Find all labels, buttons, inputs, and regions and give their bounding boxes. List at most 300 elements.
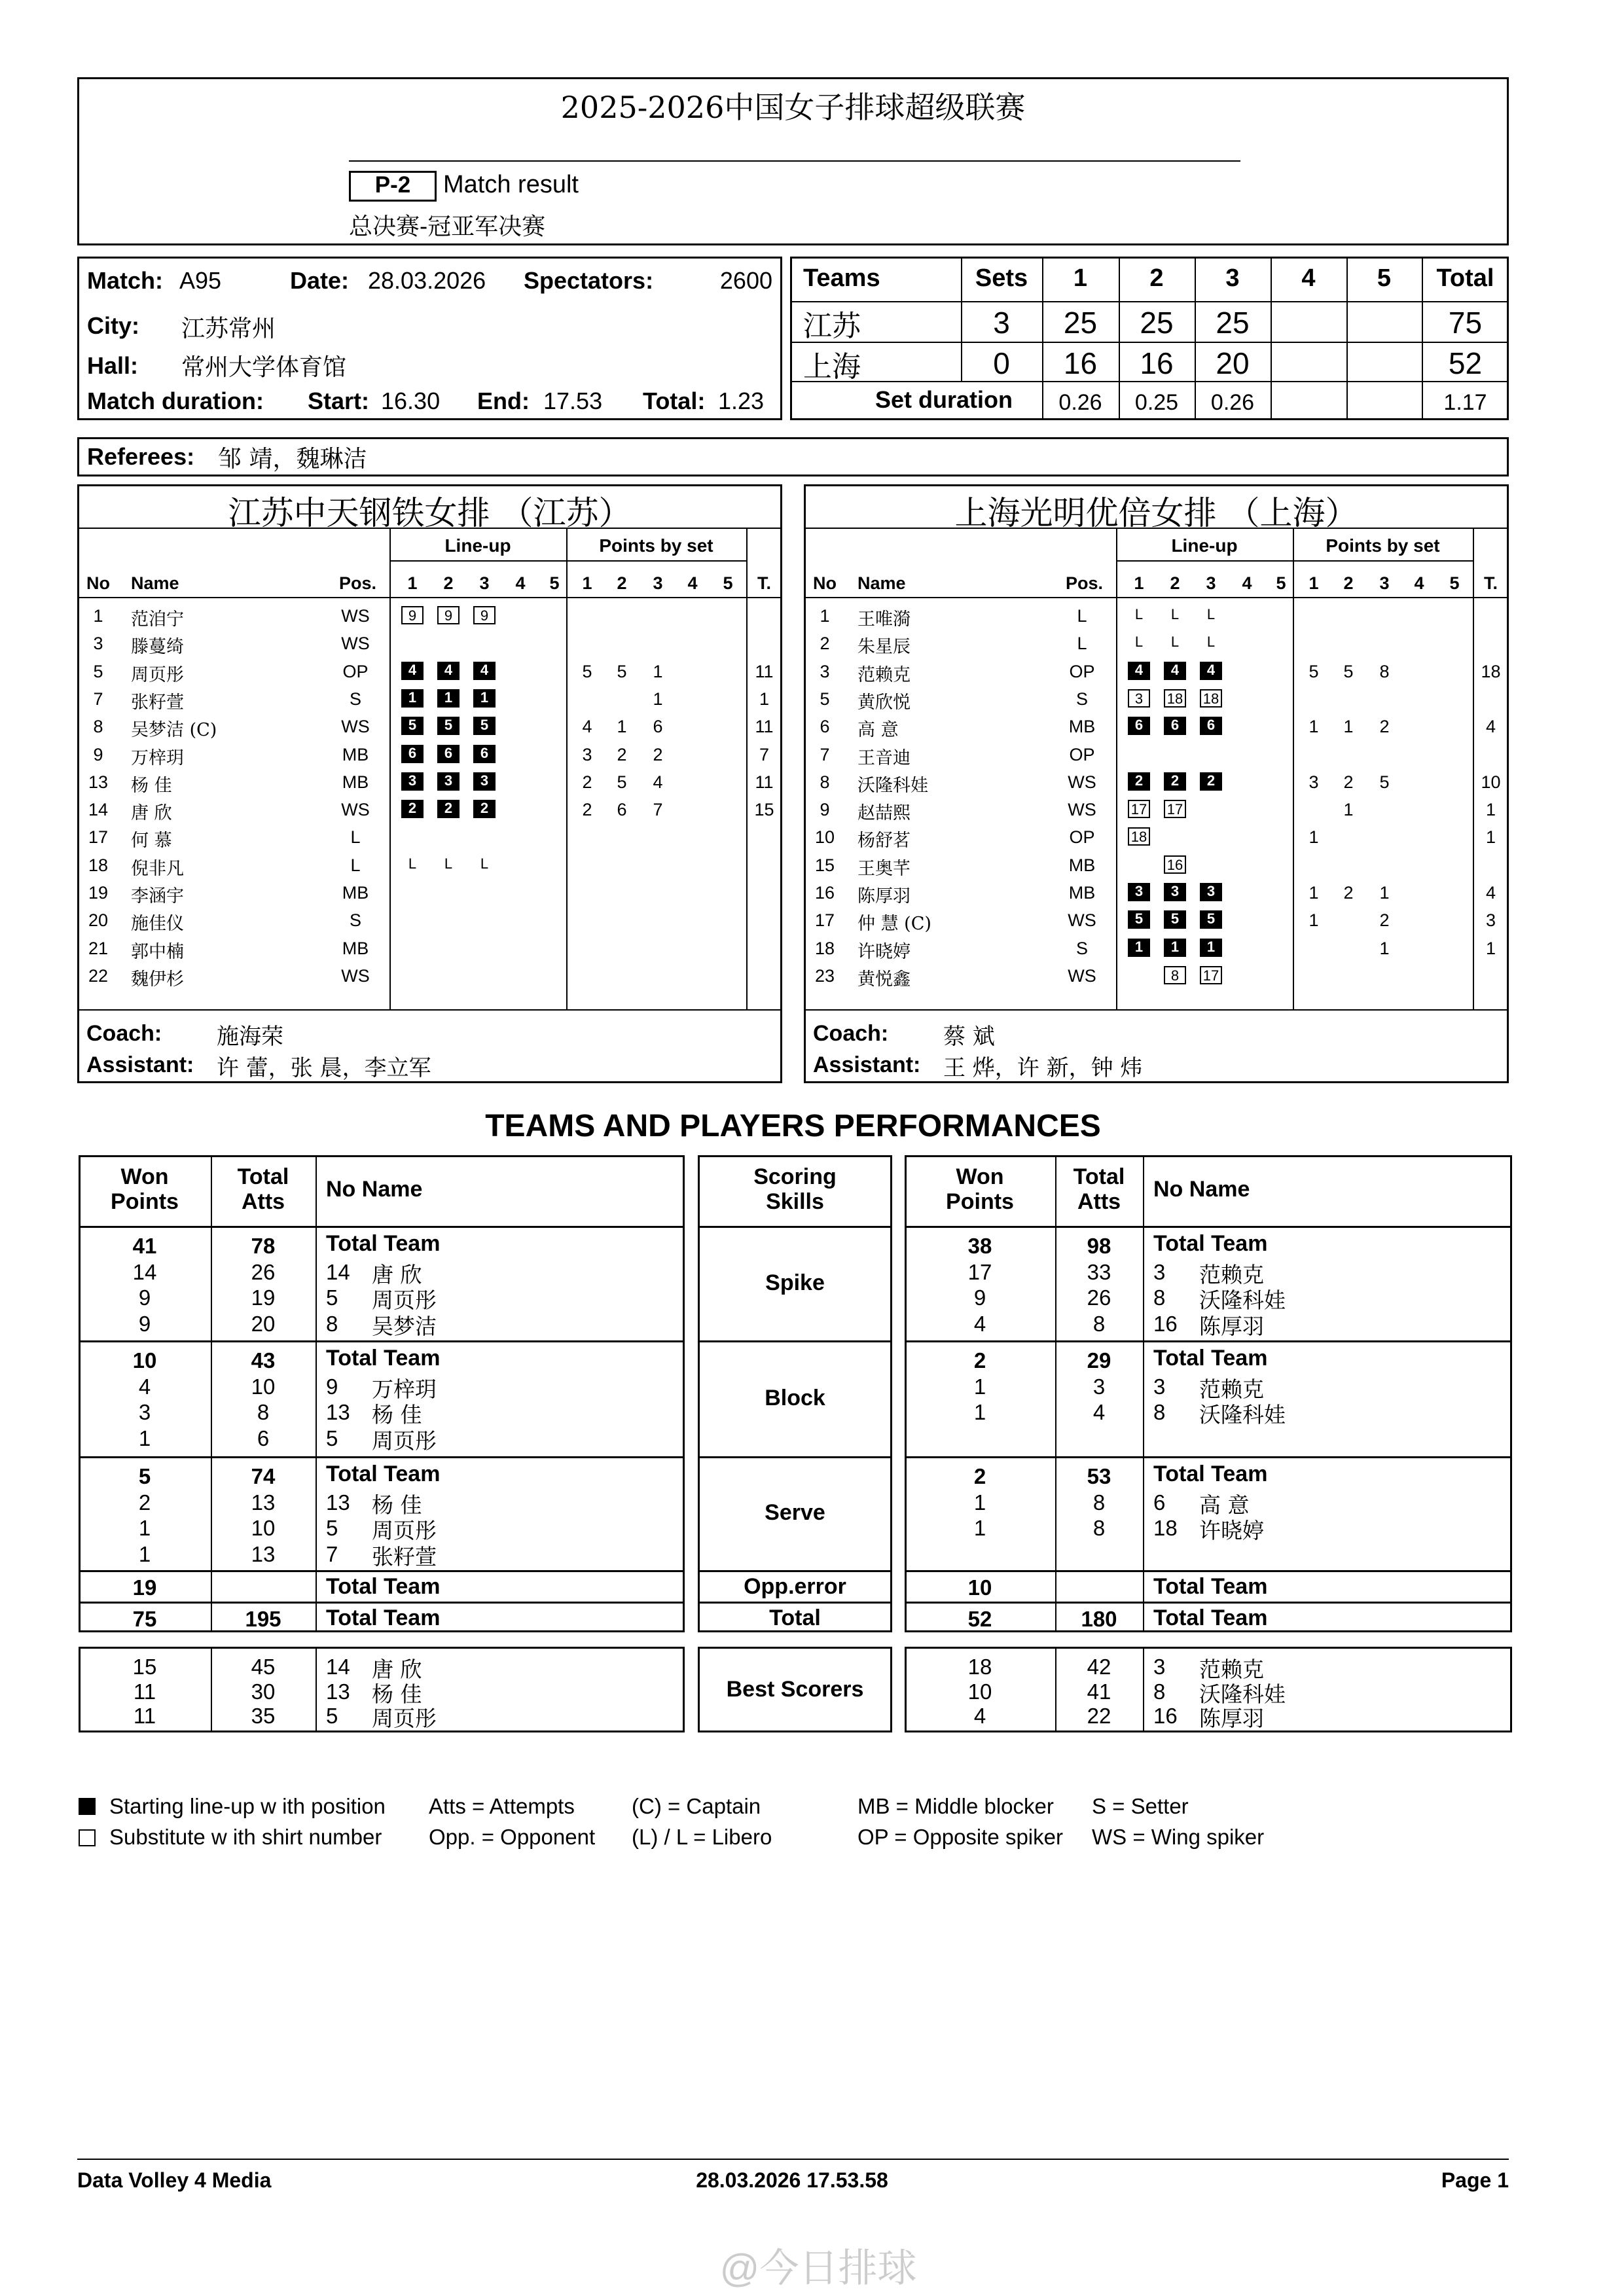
player-name: 陈厚羽 — [1199, 1706, 1264, 1731]
set-points: 5 — [582, 661, 592, 681]
set-points: 1 — [617, 717, 627, 737]
city: 江苏常州 — [181, 315, 276, 342]
perf-row-line — [698, 1570, 892, 1572]
atts-value: 8 — [1092, 1311, 1106, 1336]
total-team-label: Total Team — [326, 1574, 441, 1599]
won-header: Points — [111, 1189, 179, 1214]
spectators-count: 2600 — [719, 267, 772, 294]
coach-label: Coach: — [86, 1021, 162, 1046]
player-total: 4 — [1485, 717, 1496, 737]
player-name: 范洎宁 — [131, 609, 184, 630]
set-points: 3 — [1308, 772, 1319, 792]
player-name: 杨 佳 — [372, 1492, 422, 1518]
player-total: 1 — [759, 689, 770, 709]
won-value: 4 — [973, 1311, 986, 1336]
doc-code: P-2 — [374, 172, 411, 198]
legend-libero: (L) / L = Libero — [632, 1825, 772, 1849]
won-value: 52 — [967, 1607, 992, 1631]
lineup-set-header: 2 — [1170, 573, 1180, 593]
lineup-set-header: 1 — [407, 573, 418, 593]
lineup-marker: 3 — [401, 772, 424, 791]
player-name: 周页彤 — [372, 1427, 437, 1454]
lineup-set-header: 2 — [443, 573, 454, 593]
skill-name: Block — [765, 1385, 825, 1410]
pos-header: Pos. — [1066, 573, 1104, 593]
player-name: 范赖克 — [1199, 1376, 1264, 1402]
player-name: 王唯漪 — [857, 609, 911, 630]
lineup-marker: 2 — [401, 800, 424, 818]
player-no: 3 — [1153, 1374, 1166, 1399]
won-value: 3 — [138, 1400, 151, 1424]
set-points: 3 — [582, 744, 592, 764]
player-pos: WS — [341, 606, 370, 626]
date-label: Date: — [290, 267, 350, 294]
atts-header: Total — [1073, 1164, 1125, 1189]
player-name: 杨舒茗 — [857, 831, 911, 852]
roster-header-line — [804, 597, 1509, 598]
player-name: 倪非凡 — [131, 858, 184, 879]
won-value: 11 — [133, 1704, 156, 1728]
points-set-header: 2 — [1343, 573, 1354, 593]
lineup-marker: 18 — [1164, 689, 1186, 708]
score-header: 2 — [1149, 264, 1164, 292]
atts-value: 33 — [1087, 1259, 1111, 1284]
set-points: 1 — [653, 661, 663, 681]
player-name: 黄悦鑫 — [857, 969, 911, 990]
score-cell: 52 — [1448, 346, 1483, 380]
won-value: 11 — [133, 1679, 156, 1704]
player-name: 许晓婷 — [857, 941, 911, 962]
set-points: 5 — [617, 661, 627, 681]
doc-type: Match result — [443, 171, 579, 198]
roster-title-line — [804, 528, 1509, 529]
atts-header: Total — [237, 1164, 289, 1189]
player-no: 17 — [814, 910, 835, 931]
atts-value: 30 — [251, 1679, 276, 1704]
player-total: 11 — [755, 717, 774, 737]
player-pos: WS — [1068, 800, 1096, 820]
atts-value: 29 — [1087, 1348, 1111, 1372]
won-value: 19 — [132, 1575, 157, 1600]
player-name: 范赖克 — [857, 664, 911, 685]
player-no: 8 — [1153, 1285, 1166, 1310]
player-name: 何 慕 — [131, 831, 172, 852]
won-value: 41 — [132, 1234, 157, 1258]
coach-label: Coach: — [813, 1021, 889, 1046]
lineup-marker: L — [1134, 634, 1144, 651]
player-no: 5 — [820, 689, 830, 709]
legend-mb: MB = Middle blocker — [857, 1794, 1054, 1818]
player-name: 张籽萱 — [372, 1543, 437, 1570]
score-cell: 16 — [1063, 346, 1098, 380]
set-points: 1 — [1343, 800, 1354, 820]
player-no: 13 — [88, 772, 109, 792]
lineup-marker: L — [480, 855, 489, 872]
total-team-label: Total Team — [1153, 1231, 1268, 1256]
lineup-marker: 9 — [437, 606, 460, 624]
player-no: 16 — [1153, 1311, 1178, 1336]
assistant-label: Assistant: — [813, 1052, 921, 1077]
player-no: 3 — [820, 661, 830, 681]
points-set-header: 5 — [1449, 573, 1460, 593]
won-value: 10 — [132, 1348, 157, 1372]
atts-value: 4 — [1092, 1400, 1106, 1424]
player-no: 14 — [326, 1655, 350, 1679]
legend-sub: Substitute w ith shirt number — [109, 1825, 382, 1849]
legend-op: OP = Opposite spiker — [857, 1825, 1063, 1849]
lineup-marker: 4 — [473, 662, 496, 680]
won-value: 2 — [138, 1490, 151, 1515]
player-no: 18 — [814, 938, 835, 958]
won-value: 1 — [973, 1374, 986, 1399]
player-no: 3 — [93, 634, 103, 654]
lineup-marker: 6 — [401, 745, 424, 763]
lineup-marker: 5 — [437, 717, 460, 735]
player-no: 1 — [93, 606, 103, 626]
lineup-marker: 6 — [1200, 717, 1222, 735]
lineup-marker: L — [444, 855, 453, 872]
lineup-marker: 17 — [1128, 800, 1150, 818]
lineup-header: Line-up — [1171, 535, 1238, 556]
lineup-set-header: 4 — [515, 573, 526, 593]
perf-row-line — [79, 1226, 685, 1228]
set-duration-label: Set duration — [875, 386, 1013, 413]
skill-name: Spike — [765, 1270, 825, 1295]
lineup-marker: 5 — [1128, 910, 1150, 929]
points-set-header: 1 — [582, 573, 592, 593]
perf-row-line — [79, 1456, 685, 1458]
won-value: 5 — [138, 1464, 151, 1488]
lineup-marker: 2 — [1200, 772, 1222, 791]
lineup-marker: 16 — [1164, 855, 1186, 874]
won-value: 2 — [973, 1464, 986, 1488]
player-name: 唐 欣 — [372, 1261, 422, 1287]
score-cell: 3 — [993, 306, 1010, 340]
atts-value: 13 — [251, 1490, 276, 1515]
match-stage: 总决赛-冠亚军决赛 — [349, 213, 546, 240]
atts-value: 13 — [251, 1541, 276, 1566]
footer-left: Data Volley 4 Media — [77, 2168, 272, 2192]
player-no: 5 — [326, 1516, 338, 1540]
player-no: 19 — [88, 883, 109, 903]
player-no: 6 — [820, 717, 830, 737]
player-no: 13 — [326, 1490, 350, 1515]
city-label: City: — [87, 312, 139, 339]
perf-row-line — [905, 1340, 1512, 1342]
player-name: 唐 欣 — [372, 1657, 422, 1682]
set-points: 2 — [1379, 717, 1390, 737]
score-header: 3 — [1225, 264, 1240, 292]
player-name: 张籽萱 — [131, 692, 184, 713]
performances-title: TEAMS AND PLAYERS PERFORMANCES — [485, 1109, 1101, 1143]
lineup-marker: 1 — [473, 689, 496, 708]
player-name: 高 意 — [857, 720, 899, 741]
coach-name: 蔡 斌 — [943, 1024, 995, 1050]
set-points: 2 — [1343, 883, 1354, 903]
lineup-marker: 3 — [1164, 883, 1186, 901]
roster-title-line — [77, 528, 782, 529]
total-header: T. — [1483, 573, 1498, 593]
set-points: 5 — [1343, 661, 1354, 681]
duration-label: Match duration: — [87, 387, 264, 414]
player-pos: MB — [342, 883, 369, 903]
perf-row-line — [905, 1226, 1512, 1228]
perf-col-line — [1143, 1647, 1144, 1732]
set-points: 4 — [653, 772, 663, 792]
player-total: 10 — [1481, 772, 1501, 792]
hall-label: Hall: — [87, 352, 139, 379]
lineup-marker: L — [1170, 606, 1180, 622]
lineup-marker: 9 — [401, 606, 424, 624]
perf-row-line — [79, 1602, 685, 1604]
score-cell: 75 — [1448, 306, 1483, 340]
points-header: Points by set — [1326, 535, 1440, 556]
points-set-header: 3 — [653, 573, 663, 593]
lineup-marker: 17 — [1164, 800, 1186, 818]
lineup-marker: L — [408, 855, 417, 872]
lineup-marker: 5 — [473, 717, 496, 735]
won-value: 18 — [967, 1655, 992, 1679]
perf-row-line — [905, 1570, 1512, 1572]
player-pos: WS — [1068, 965, 1096, 986]
set-points: 5 — [1379, 772, 1390, 792]
lineup-marker: 17 — [1200, 966, 1222, 984]
points-set-header: 3 — [1379, 573, 1390, 593]
footer-rule — [77, 2159, 1509, 2160]
player-name: 仲 慧 (C) — [857, 914, 931, 935]
perf-row-line — [905, 1602, 1512, 1604]
player-pos: MB — [1068, 717, 1096, 737]
assistant-names: 许 蕾，张 晨，李立军 — [217, 1055, 431, 1081]
player-name: 范赖克 — [1199, 1261, 1264, 1287]
score-cell: 25 — [1140, 306, 1174, 340]
player-no: 3 — [1153, 1655, 1166, 1679]
score-header: 5 — [1377, 264, 1392, 292]
atts-value: 8 — [1092, 1516, 1106, 1540]
set-points: 2 — [582, 772, 592, 792]
won-value: 1 — [138, 1541, 151, 1566]
assistant-names: 王 烨，许 新，钟 炜 — [943, 1055, 1143, 1081]
legend-ws: WS = Wing spiker — [1092, 1825, 1265, 1849]
set-points: 4 — [582, 717, 592, 737]
lineup-marker: 18 — [1200, 689, 1222, 708]
player-name: 吴梦洁 — [372, 1313, 437, 1339]
player-pos: OP — [1069, 827, 1095, 848]
player-pos: L — [1077, 606, 1087, 626]
perf-row-line — [698, 1456, 892, 1458]
score-header: 4 — [1301, 264, 1316, 292]
lineup-marker: 6 — [1128, 717, 1150, 735]
lineup-marker: 5 — [1164, 910, 1186, 929]
lineup-marker: 8 — [1164, 966, 1186, 984]
player-name: 杨 佳 — [372, 1681, 422, 1707]
player-no: 9 — [326, 1374, 338, 1399]
atts-value: 43 — [251, 1348, 276, 1372]
lineup-header: Line-up — [444, 535, 511, 556]
player-no: 10 — [814, 827, 835, 848]
player-no: 5 — [326, 1704, 338, 1728]
set-points: 1 — [653, 689, 663, 709]
atts-value: 180 — [1081, 1607, 1117, 1631]
won-value: 38 — [967, 1234, 992, 1258]
set-duration: 0.25 — [1134, 390, 1179, 415]
player-name: 杨 佳 — [131, 775, 172, 796]
player-no: 8 — [1153, 1679, 1166, 1704]
won-value: 9 — [973, 1285, 986, 1310]
player-no: 14 — [326, 1259, 350, 1284]
player-name: 沃隆科娃 — [1199, 1287, 1286, 1313]
perf-col-line — [316, 1647, 317, 1732]
player-name: 黄欣悦 — [857, 692, 911, 713]
player-name: 朱星辰 — [857, 637, 911, 658]
set-duration: 0.26 — [1058, 390, 1102, 415]
won-value: 17 — [967, 1259, 992, 1284]
lineup-marker: 4 — [401, 662, 424, 680]
roster-sub-line — [389, 560, 746, 562]
player-name: 陈厚羽 — [857, 886, 911, 906]
player-name: 万梓玥 — [131, 747, 184, 768]
points-set-header: 2 — [617, 573, 627, 593]
won-value: 15 — [132, 1655, 157, 1679]
total-team-label: Total Team — [1153, 1574, 1268, 1599]
roster-coach-line — [804, 1009, 1509, 1011]
total-team-label: Total Team — [326, 1346, 441, 1371]
player-total: 11 — [755, 661, 774, 681]
won-value: 10 — [967, 1679, 992, 1704]
player-no: 3 — [1153, 1259, 1166, 1284]
end-label: End: — [477, 387, 530, 414]
start-label: Start: — [308, 387, 370, 414]
perf-row-line — [79, 1340, 685, 1342]
player-name: 赵喆熙 — [857, 803, 911, 824]
atts-value: 195 — [245, 1607, 281, 1631]
roster-col-line — [1473, 528, 1474, 1009]
atts-value: 26 — [1087, 1285, 1111, 1310]
score-team-name: 上海 — [803, 350, 861, 384]
roster-col-line — [566, 528, 568, 1009]
legend-start-swatch — [79, 1798, 96, 1815]
atts-value: 45 — [251, 1655, 276, 1679]
name-col-header: No Name — [326, 1177, 423, 1202]
player-name: 吴梦洁 (C) — [131, 720, 217, 741]
match-date: 28.03.2026 — [368, 267, 486, 294]
lineup-marker: 4 — [1164, 662, 1186, 680]
player-no: 2 — [820, 634, 830, 654]
points-set-header: 1 — [1308, 573, 1319, 593]
atts-value: 41 — [1087, 1679, 1111, 1704]
set-points: 2 — [617, 744, 627, 764]
player-name: 周页彤 — [372, 1518, 437, 1543]
lineup-marker: 1 — [1128, 939, 1150, 957]
won-value: 1 — [973, 1516, 986, 1540]
score-header: Total — [1436, 264, 1494, 292]
pos-header: Pos. — [339, 573, 377, 593]
player-total: 4 — [1485, 883, 1496, 903]
lineup-marker: 2 — [1128, 772, 1150, 791]
player-name: 滕蔓绮 — [131, 637, 184, 658]
player-pos: S — [349, 689, 361, 709]
set-points: 5 — [617, 772, 627, 792]
roster-col-line — [389, 528, 391, 1009]
player-no: 18 — [1153, 1516, 1178, 1540]
player-pos: L — [350, 827, 361, 848]
score-header: Sets — [975, 264, 1028, 292]
player-no: 7 — [326, 1541, 338, 1566]
player-total: 15 — [754, 800, 774, 820]
points-set-header: 5 — [723, 573, 733, 593]
player-no: 7 — [820, 744, 830, 764]
atts-value: 8 — [1092, 1490, 1106, 1515]
skill-name: Total — [769, 1605, 821, 1630]
player-no: 17 — [88, 827, 109, 848]
footer-center: 28.03.2026 17.53.58 — [696, 2168, 888, 2192]
lineup-marker: 5 — [401, 717, 424, 735]
player-total: 1 — [1485, 827, 1496, 848]
player-no: 5 — [326, 1426, 338, 1450]
roster-header-line — [77, 597, 782, 598]
player-no: 9 — [820, 800, 830, 820]
referees-names: 邹 靖，魏琳洁 — [218, 446, 367, 473]
won-value: 75 — [132, 1607, 157, 1631]
atts-value: 42 — [1087, 1655, 1111, 1679]
skill-header: Skills — [766, 1189, 824, 1214]
player-name: 周页彤 — [372, 1706, 437, 1731]
player-pos: S — [349, 910, 361, 931]
set-points: 1 — [1308, 827, 1319, 848]
player-no: 22 — [88, 965, 109, 986]
lineup-marker: 4 — [1128, 662, 1150, 680]
roster-box — [77, 484, 782, 1083]
roster-col-line — [1116, 528, 1117, 1009]
lineup-marker: 6 — [437, 745, 460, 763]
set-duration: 1.17 — [1443, 390, 1487, 415]
team-name: 江苏中天钢铁女排 （江苏） — [228, 494, 632, 532]
player-no: 6 — [1153, 1490, 1166, 1515]
no-header: No — [86, 573, 110, 593]
referees-label: Referees: — [87, 443, 195, 470]
total-team-label: Total Team — [1153, 1346, 1268, 1371]
player-pos: MB — [342, 744, 369, 764]
total-team-label: Total Team — [1153, 1605, 1268, 1630]
atts-value: 78 — [251, 1234, 276, 1258]
atts-value: 53 — [1087, 1464, 1111, 1488]
score-row-line — [790, 301, 1509, 302]
roster-sub-line — [1116, 560, 1473, 562]
player-pos: OP — [1069, 744, 1095, 764]
player-name: 施佳仪 — [131, 914, 184, 935]
lineup-marker: L — [1206, 606, 1216, 622]
score-header: Teams — [803, 264, 880, 292]
set-points: 2 — [653, 744, 663, 764]
legend-captain: (C) = Captain — [632, 1794, 761, 1818]
set-points: 2 — [1379, 910, 1390, 931]
player-pos: WS — [341, 965, 370, 986]
won-value: 4 — [138, 1374, 151, 1399]
player-total: 1 — [1485, 938, 1496, 958]
score-row-line — [790, 381, 1509, 382]
score-row-line — [790, 342, 1509, 343]
lineup-set-header: 3 — [479, 573, 490, 593]
set-points: 6 — [653, 717, 663, 737]
won-value: 9 — [138, 1285, 151, 1310]
set-points: 6 — [617, 800, 627, 820]
player-pos: WS — [341, 717, 370, 737]
total-duration-label: Total: — [643, 387, 706, 414]
player-no: 5 — [93, 661, 103, 681]
hall: 常州大学体育馆 — [181, 354, 347, 381]
player-name: 高 意 — [1199, 1492, 1250, 1518]
name-header: Name — [857, 573, 906, 593]
